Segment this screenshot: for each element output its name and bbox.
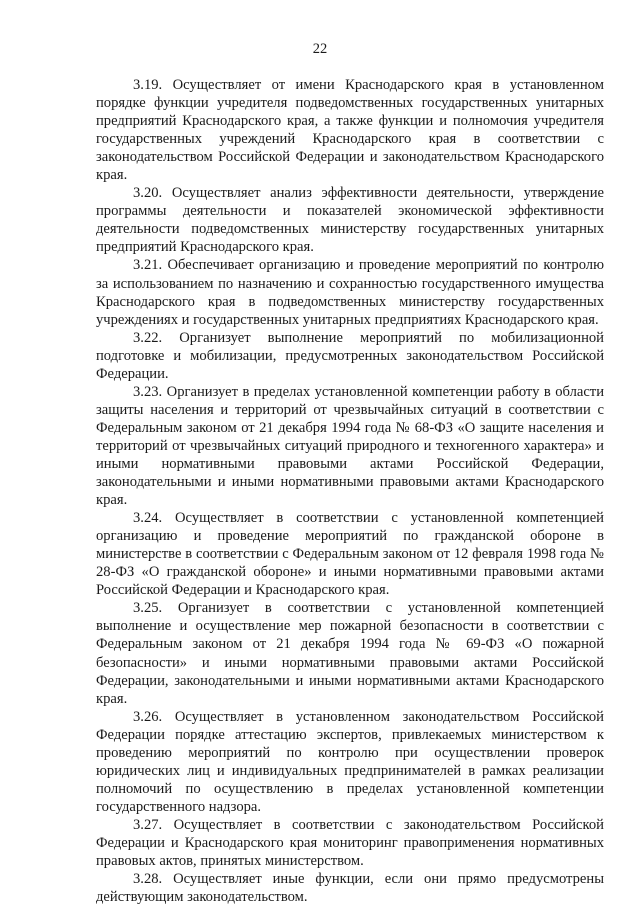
paragraph-3-23: 3.23. Организует в пределах установленной компетенции работу в области защиты населения и территорий от чрезвычайных ситуаций в соответствии с Федеральным законом от 21 декабря 1994 года № 68-ФЗ «О защите населения и территорий от чрезвычайных ситуаций природного и техногенного характера» и иными нормативными правовыми актами Российской Федерации, законодательными и иными нормативными правовыми актами Краснодарского края. (96, 383, 604, 509)
paragraph-3-20: 3.20. Осуществляет анализ эффективности деятельности, утверждение программы деятельности и показателей экономической эффективности деятельности подведомственных министерству государственных унитарных предприятий Краснодарского края. (96, 185, 604, 256)
paragraph-3-24: 3.24. Осуществляет в соответствии с установленной компетенцией организацию и проведение мероприятий по гражданской обороне в министерстве в соответствии с Федеральным законом от 12 февраля 1998 года № 28-ФЗ «О гражданской обороне» и иными нормативными правовыми актами Российской Федерации и Краснодарского края. (96, 510, 604, 599)
paragraph-3-25: 3.25. Организует в соответствии с установленной компетенцией выполнение и осуществление мер пожарной безопасности в соответствии с Федеральным законом от 21 декабря 1994 года № 69-ФЗ «О пожарной безопасности» и иными нормативными правовыми актами Российской Федерации, законодательными и иными нормативными актами Краснодарского края. (96, 600, 604, 707)
paragraph-3-26: 3.26. Осуществляет в установленном законодательством Российской Федерации порядке аттестацию экспертов, привлекаемых министерством к проведению мероприятий по контролю при осуществлении проверок юридических лиц и индивидуальных предпринимателей в рамках реализации полномочий по осуществлению в пределах установленной компетенции государственного надзора. (96, 708, 604, 815)
paragraph-3-28: 3.28. Осуществляет иные функции, если они прямо предусмотрены действующим законодательством. (96, 871, 604, 906)
page-number: 22 (312, 41, 328, 57)
paragraph-3-22: 3.22. Организует выполнение мероприятий по мобилизационной подготовке и мобилизации, предусмотренных законодательством Российской Федерации. (96, 329, 604, 382)
paragraph-3-21: 3.21. Обеспечивает организацию и проведение мероприятий по контролю за использованием по назначению и сохранностью государственного имущества Краснодарского края в подведомственных министерству государственных учреждениях и государственных унитарных предприятиях Краснодарского края. (96, 257, 604, 328)
document-body (96, 76, 604, 906)
paragraph-3-27: 3.27. Осуществляет в соответствии с законодательством Российской Федерации и Краснодарского края мониторинг правоприменения нормативных правовых актов, принятых министерством. (96, 816, 604, 870)
paragraph-3-19: 3.19. Осуществляет от имени Краснодарского края в установленном порядке функции учредителя подведомственных государственных унитарных предприятий Краснодарского края, а также функции и полномочия учредителя государственных учреждений Краснодарского края в соответствии с законодательством Российской Федерации и законодательством Краснодарского края. (96, 77, 604, 184)
